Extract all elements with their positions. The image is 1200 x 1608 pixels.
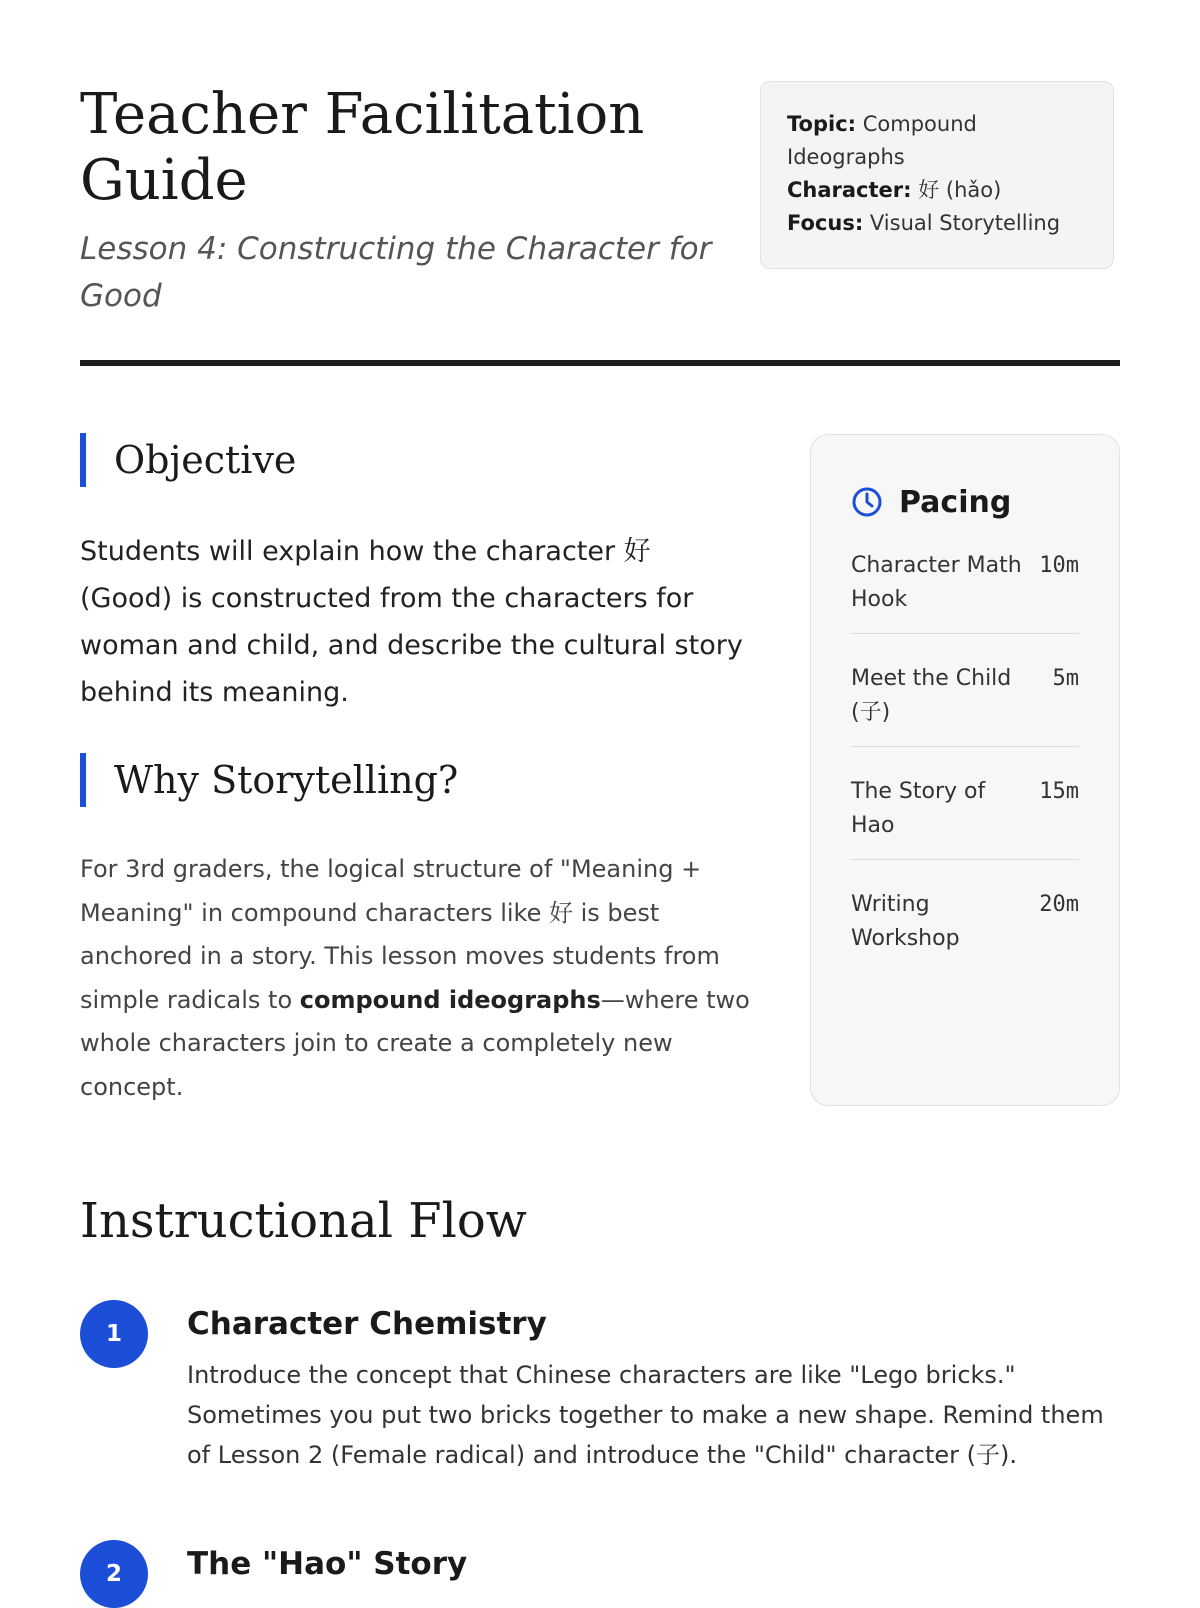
- lesson-meta-box: [760, 81, 1114, 269]
- meta-focus-label: Focus:: [787, 211, 864, 235]
- meta-focus: [787, 207, 1087, 240]
- pacing-item: [851, 652, 1079, 747]
- pacing-item-time: 15m: [1039, 779, 1079, 804]
- pacing-title: Pacing: [899, 484, 1012, 520]
- meta-character-label: Character:: [787, 178, 912, 202]
- pacing-item-label: The Story of Hao: [851, 779, 986, 838]
- pacing-item-time: 20m: [1039, 892, 1079, 917]
- clock-icon: [851, 486, 883, 518]
- meta-character: [787, 174, 1087, 207]
- why-storytelling-heading: Why Storytelling?: [80, 753, 458, 807]
- step-title: Character Chemistry: [187, 1306, 547, 1342]
- why-text-start: For 3rd graders, the logical structure of "Meaning + Meaning" in compound characters like 好 is best anchored in a story. This lesson moves students from simple radicals to: [80, 855, 720, 1014]
- meta-focus-value: Visual Storytelling: [869, 211, 1061, 235]
- objective-heading: Objective: [80, 433, 296, 487]
- pacing-item-time: 10m: [1039, 553, 1079, 578]
- why-text-emphasis: compound ideographs: [299, 985, 601, 1014]
- objective-text: Students will explain how the character 好 (Good) is constructed from the characters for woman and child, and describe the cultural story behind its meaning.: [80, 536, 743, 708]
- pacing-item-time: 5m: [1052, 666, 1079, 691]
- meta-character-value: 好 (hǎo): [918, 178, 1002, 202]
- pacing-card: [810, 434, 1120, 1106]
- meta-topic-value: Compound Ideographs: [787, 112, 977, 169]
- pacing-item-label: Meet the Child (子): [851, 666, 1012, 725]
- header-divider: [80, 360, 1120, 366]
- why-text-end: —where two whole characters join to create a completely new concept.: [80, 985, 750, 1101]
- pacing-item-label: Writing Workshop: [851, 892, 960, 951]
- pacing-header: [851, 481, 1079, 523]
- pacing-item: [851, 878, 1079, 972]
- lesson-subtitle: Lesson 4: Constructing the Character for Good: [80, 231, 712, 314]
- pacing-item: [851, 539, 1079, 634]
- instructional-flow-heading: Instructional Flow: [80, 1193, 527, 1249]
- pacing-item-label: Character Math Hook: [851, 553, 1022, 612]
- step-number-badge: 1: [80, 1300, 148, 1368]
- meta-topic-label: Topic:: [787, 112, 857, 136]
- pacing-item: [851, 765, 1079, 860]
- step-number-badge: 2: [80, 1540, 148, 1608]
- step-title: The "Hao" Story: [187, 1546, 468, 1582]
- step-description: Introduce the concept that Chinese characters are like "Lego bricks." Sometimes you put two bricks together to make a new shape. Remind them of Lesson 2 (Female radical) and introduce the "Child" character (子).: [187, 1361, 1104, 1469]
- meta-topic: [787, 108, 1087, 174]
- why-storytelling-text: [80, 848, 760, 1109]
- page-title: Teacher Facilitation Guide: [80, 82, 645, 213]
